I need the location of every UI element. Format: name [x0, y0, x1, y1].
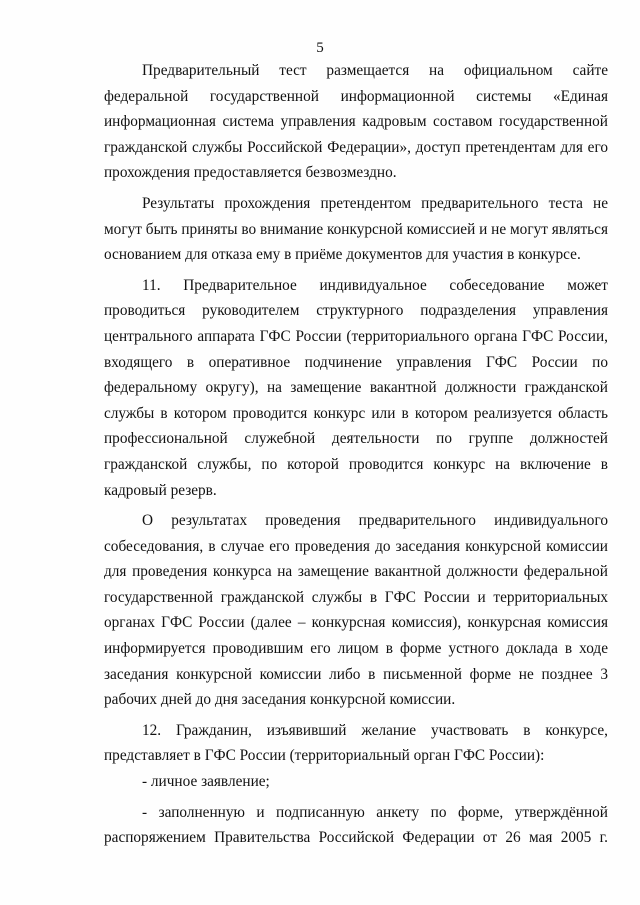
paragraph-test-results: Результаты прохождения претендентом предварительного теста не могут быть приняты во внимание конкурсной комиссией и не могут являться основанием для отказа ему в приёме документов для участия в конкурсе.	[104, 194, 608, 264]
paragraph-12-documents: 12. Гражданин, изъявивший желание участвовать в конкурсе, представляет в ГФС России (территориальный орган ГФС России):	[104, 721, 608, 765]
list-item-questionnaire: - заполненную и подписанную анкету по форме, утверждённой распоряжением Правительства Российской Федерации от 26 мая 2005 г.	[104, 803, 608, 847]
document-body	[104, 58, 608, 851]
page-number: 5	[316, 40, 324, 56]
paragraph-11-interview: 11. Предварительное индивидуальное собеседование может проводиться руководителем структурного подразделения управления центрального аппарата ГФС России (территориального органа ГФС России, входящего в оперативное подчинение управления ГФС России по федеральному округу), на замещение вакантной должности гражданской службы в котором проводится конкурс или в котором реализуется область профессиональной служебной деятельности по группе должностей гражданской службы, по которой проводится конкурс на включение в кадровый резерв.	[104, 276, 608, 499]
list-item-application: - личное заявление;	[142, 773, 270, 791]
paragraph-interview-results: О результатах проведения предварительного индивидуального собеседования, в случае его проведения до заседания конкурсной комиссии для проведения конкурса на замещение вакантной должности федеральной государственной гражданской службы в ГФС России и территориальных органах ГФС России (далее – конкурсная комиссия), конкурсная комиссия информируется проводившим его лицом в форме устного доклада в ходе заседания конкурсной комиссии либо в письменной форме не позднее 3 рабочих дней до дня заседания конкурсной комиссии.	[104, 512, 608, 709]
paragraph-test-placement: Предварительный тест размещается на официальном сайте федеральной государственной информационной системы «Единая информационная система управления кадровым составом государственной гражданской службы Российской Федерации», доступ претендентам для его прохождения предоставляется безвозмездно.	[104, 62, 608, 182]
